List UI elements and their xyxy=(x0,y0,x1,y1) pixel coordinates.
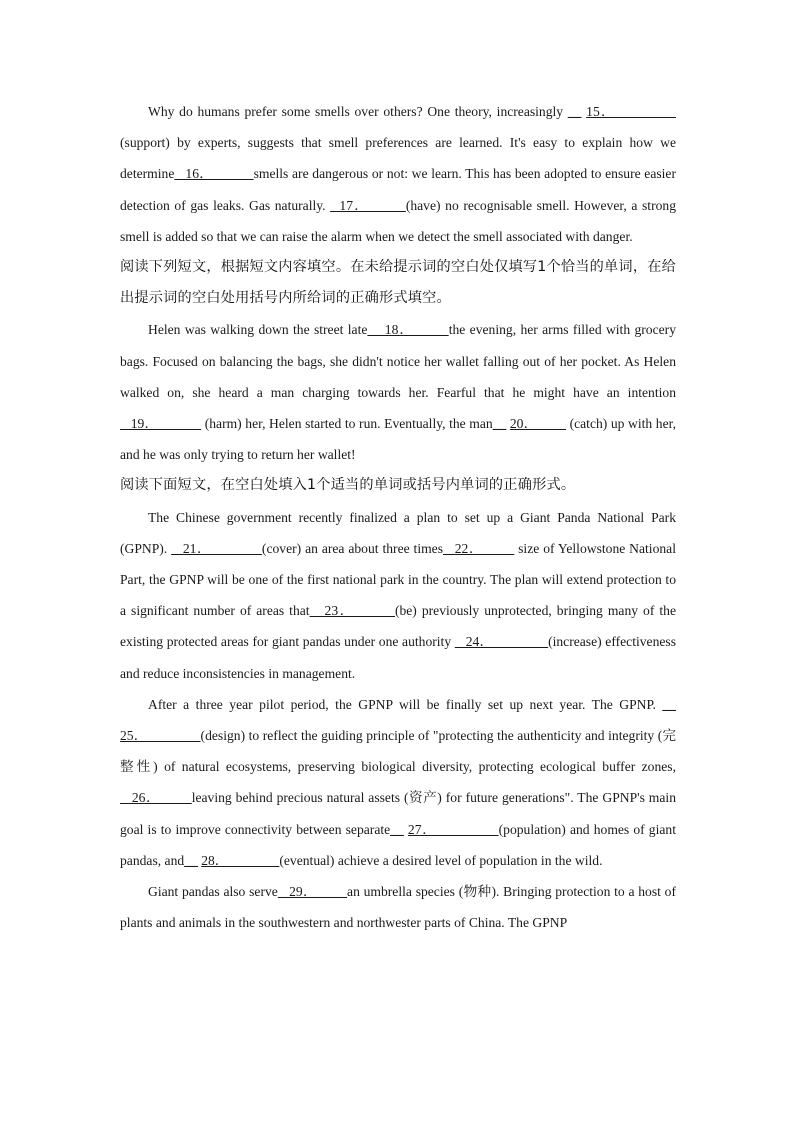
blank-23: 23． xyxy=(309,603,395,619)
text: smells are dangerous or not: we learn. This has been adopted to ensure easier detection of gas leaks. Gas naturally. xyxy=(120,166,676,213)
blank-21: 21． xyxy=(171,540,262,556)
blank-17: 17． xyxy=(330,197,406,213)
blank-18: 18． xyxy=(367,322,449,338)
text: (support) by experts, suggests that smell preferences are learned. It's easy to explain how we determine xyxy=(120,135,676,182)
text: Giant pandas also serve xyxy=(148,884,278,900)
text: Helen was walking down the street late xyxy=(148,322,368,338)
text: size of Yellowstone National Part, the GPNP will be one of the first national park in the country. The plan will extend protection to a significant number of areas that xyxy=(120,540,676,619)
passage-helen xyxy=(120,314,676,470)
text: (have) no recognisable smell. However, a strong smell is added so that we can raise the alarm when we detect the smell associated with danger. xyxy=(120,197,676,244)
blank-15: 15． xyxy=(586,104,676,119)
blank-25: 25． xyxy=(120,728,201,744)
blank-19: 19． xyxy=(120,416,202,432)
passage-gpnp-3 xyxy=(120,876,676,938)
blank-24: 24． xyxy=(454,634,549,650)
text: After a three year pilot period, the GPNP will be finally set up next year. The GPNP. xyxy=(148,696,663,712)
text: Why do humans prefer some smells over others? One theory, increasingly xyxy=(148,104,568,119)
text: (population) and homes of giant pandas, and xyxy=(120,821,676,868)
blank-pre: __ xyxy=(184,852,198,868)
text: The Chinese government recently finalized a plan to set up a Giant Panda National Park (GPNP). xyxy=(120,509,676,556)
blank-pre: __ xyxy=(662,696,676,712)
text: an umbrella species (物种). Bringing protection to a host of plants and animals in the southwestern and northwester parts of China. The GPNP xyxy=(120,884,676,931)
blank-pre: __ xyxy=(390,821,404,837)
passage-gpnp-1 xyxy=(120,502,676,689)
text: the evening, her arms filled with grocery bags. Focused on balancing the bags, she didn't notice her wallet falling out of her pocket. As Helen walked on, she heard a man charging towards her. Fearful that he might have an intention xyxy=(120,322,676,400)
text: (design) to reflect the guiding principle of "protecting the authenticity and integrity (完整性) of natural ecosystems, preserving biological diversity, protecting ecological buffer zones, xyxy=(120,728,676,775)
text: (increase) effectiveness and reduce inconsistencies in management. xyxy=(120,634,677,681)
text: (eventual) achieve a desired level of population in the wild. xyxy=(279,852,603,868)
instruction-1: 阅读下列短文，根据短文内容填空。在未给提示词的空白处仅填写1个恰当的单词，在给出提示词的空白处用括号内所给词的正确形式填空。 xyxy=(120,259,676,307)
blank-20: 20． xyxy=(509,416,566,432)
blank-28: 28． xyxy=(201,852,280,868)
blank-26: 26． xyxy=(120,790,192,806)
text: (be) previously unprotected, bringing many of the existing protected areas for giant pandas under one authority xyxy=(120,603,676,650)
blank-pre: __ xyxy=(567,104,582,119)
blank-pre: __ xyxy=(492,416,507,432)
blank-29: 29． xyxy=(277,884,348,900)
text: (cover) an area about three times xyxy=(261,540,443,556)
text: (harm) her, Helen started to run. Eventually, the man xyxy=(201,416,493,432)
text: (catch) up with her, and he was only trying to return her wallet! xyxy=(120,416,676,463)
document-page xyxy=(120,96,676,938)
passage-gpnp-2 xyxy=(120,689,676,876)
blank-16: 16． xyxy=(174,166,254,182)
blank-22: 22． xyxy=(443,540,515,556)
blank-27: 27． xyxy=(407,821,499,837)
instruction-2: 阅读下面短文，在空白处填入1个适当的单词或括号内单词的正确形式。 xyxy=(120,477,576,494)
text: leaving behind precious natural assets (资产) for future generations". The GPNP's main goal is to improve connectivity between separate xyxy=(120,790,676,837)
passage-smells xyxy=(120,96,676,252)
